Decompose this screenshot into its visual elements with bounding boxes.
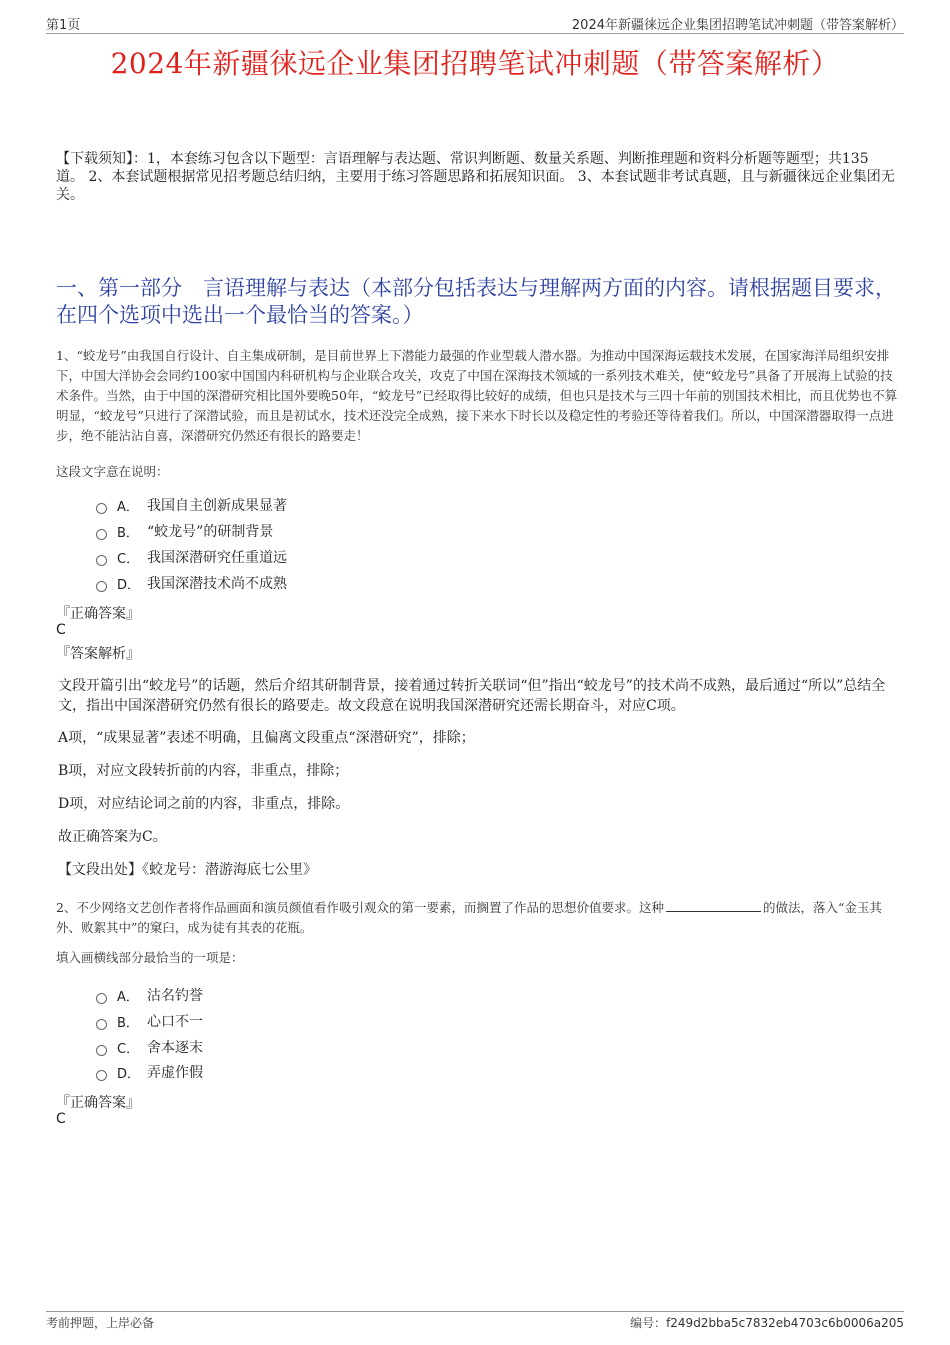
option-text: 沽名钓誉 — [147, 988, 203, 1004]
question-2-option-d[interactable] — [96, 1062, 203, 1082]
question-1-option-d[interactable] — [96, 573, 287, 593]
analysis-paragraph: B项，对应文段转折前的内容，非重点，排除； — [58, 763, 349, 779]
option-letter: C． — [117, 551, 140, 567]
question-1-option-c[interactable] — [96, 547, 287, 567]
option-text: 心口不一 — [147, 1014, 203, 1030]
question-1-text: 1、“蛟龙号”由我国自行设计、自主集成研制，是目前世界上下潜能力最强的作业型载人潜水器。为推动中国深海运载技术发展，在国家海洋局组织安排下，中国大洋协会会同约100家中国国内科研机构与企业联合攻关，攻克了中国在深海技术领域的一系列技术难关，使“蛟龙号”具备了开展海上试验的技术条件。当然，由于中国的深潜研究相比国外要晚50年，“蛟龙号”已经取得比较好的成绩，但也只是技术与三四十年前的别国技术相比，而且优势也不算明显，“蛟龙号”只进行了深潜试验，而且是初试水，技术还没完全成熟，接下来水下时长以及稳定性的考验还等待着我们。所以，中国深潜器取得一点进步，绝不能沾沾自喜，深潜研究仍然还有很长的路要走！ — [56, 348, 898, 443]
fill-blank — [666, 899, 761, 912]
analysis-paragraph: 故正确答案为C。 — [58, 829, 167, 845]
option-letter: D． — [117, 1066, 141, 1082]
question-1-option-b[interactable] — [96, 521, 273, 541]
page-number: 第1页 — [46, 18, 81, 33]
radio-icon[interactable] — [96, 503, 107, 514]
download-notice: 【下载须知】：1，本套练习包含以下题型：言语理解与表达题、常识判断题、数量关系题、判断推理题和资料分析题等题型；共135道。 2、本套试题根据常见招考题总结归纳，主要用于练习答题思路和拓展知识面。 3、本套试题非考试真题，且与新疆徕远企业集团无关。 — [56, 151, 895, 203]
question-1-option-a[interactable] — [96, 495, 287, 515]
analysis-paragraph: A项，“成果显著”表述不明确，且偏离文段重点“深潜研究”，排除； — [58, 730, 475, 746]
question-1-analysis-label: 『答案解析』 — [56, 646, 140, 662]
source-citation: 【文段出处】《蛟龙号：潜游海底七公里》 — [58, 862, 317, 878]
option-text: 舍本逐末 — [147, 1040, 203, 1056]
question-2-option-c[interactable] — [96, 1037, 203, 1057]
question-2-text-before: 2、不少网络文艺创作者将作品画面和演员颜值看作吸引观众的第一要素，而搁置了作品的思想价值要求。这种 — [56, 900, 664, 915]
footer-rule — [46, 1311, 904, 1312]
radio-icon[interactable] — [96, 993, 107, 1004]
question-2-text-after: 的做法，落入“金玉其外、败絮其中”的窠臼，成为徒有其表的花瓶。 — [56, 900, 882, 935]
option-letter: B． — [117, 525, 139, 541]
option-text: 弄虚作假 — [147, 1065, 203, 1081]
analysis-paragraph: D项，对应结论词之前的内容，非重点，排除。 — [58, 796, 350, 812]
question-1-prompt: 这段文字意在说明： — [56, 464, 169, 479]
question-2-option-a[interactable] — [96, 985, 203, 1005]
radio-icon[interactable] — [96, 1070, 107, 1081]
option-letter: A． — [117, 989, 139, 1005]
option-text: “蛟龙号”的研制背景 — [147, 524, 274, 540]
question-1-answer: C — [56, 622, 66, 638]
header-rule — [46, 33, 904, 34]
question-2-text — [56, 898, 901, 938]
radio-icon[interactable] — [96, 581, 107, 592]
document-title: 2024年新疆徕远企业集团招聘笔试冲刺题（带答案解析） — [110, 47, 840, 80]
option-text: 我国深潜技术尚不成熟 — [147, 576, 287, 592]
question-2-prompt: 填入画横线部分最恰当的一项是： — [56, 950, 244, 965]
running-title: 2024年新疆徕远企业集团招聘笔试冲刺题（带答案解析） — [571, 18, 904, 33]
question-2-option-b[interactable] — [96, 1011, 203, 1031]
question-2-answer: C — [56, 1111, 66, 1127]
radio-icon[interactable] — [96, 1019, 107, 1030]
radio-icon[interactable] — [96, 555, 107, 566]
option-letter: C． — [117, 1041, 140, 1057]
question-2-answer-label: 『正确答案』 — [56, 1095, 140, 1111]
document-id: 编号：f249d2bba5c7832eb4703c6b0006a205 — [630, 1316, 904, 1330]
analysis-paragraph: 文段开篇引出“蛟龙号”的话题，然后介绍其研制背景，接着通过转折关联词“但”指出“蛟龙号”的技术尚不成熟，最后通过“所以”总结全文，指出中国深潜研究仍然有很长的路要走。故文段意在说明我国深潜研究还需长期奋斗，对应C项。 — [58, 678, 886, 714]
section-heading: 一、第一部分 言语理解与表达（本部分包括表达与理解两方面的内容。请根据题目要求，在四个选项中选出一个最恰当的答案。） — [56, 276, 896, 327]
radio-icon[interactable] — [96, 1045, 107, 1056]
option-letter: B． — [117, 1015, 139, 1031]
option-text: 我国自主创新成果显著 — [147, 498, 287, 514]
question-1-answer-label: 『正确答案』 — [56, 606, 140, 622]
radio-icon[interactable] — [96, 529, 107, 540]
footer-slogan: 考前押题，上岸必备 — [46, 1316, 155, 1330]
option-letter: A． — [117, 499, 139, 515]
option-letter: D． — [117, 577, 141, 593]
option-text: 我国深潜研究任重道远 — [147, 550, 287, 566]
